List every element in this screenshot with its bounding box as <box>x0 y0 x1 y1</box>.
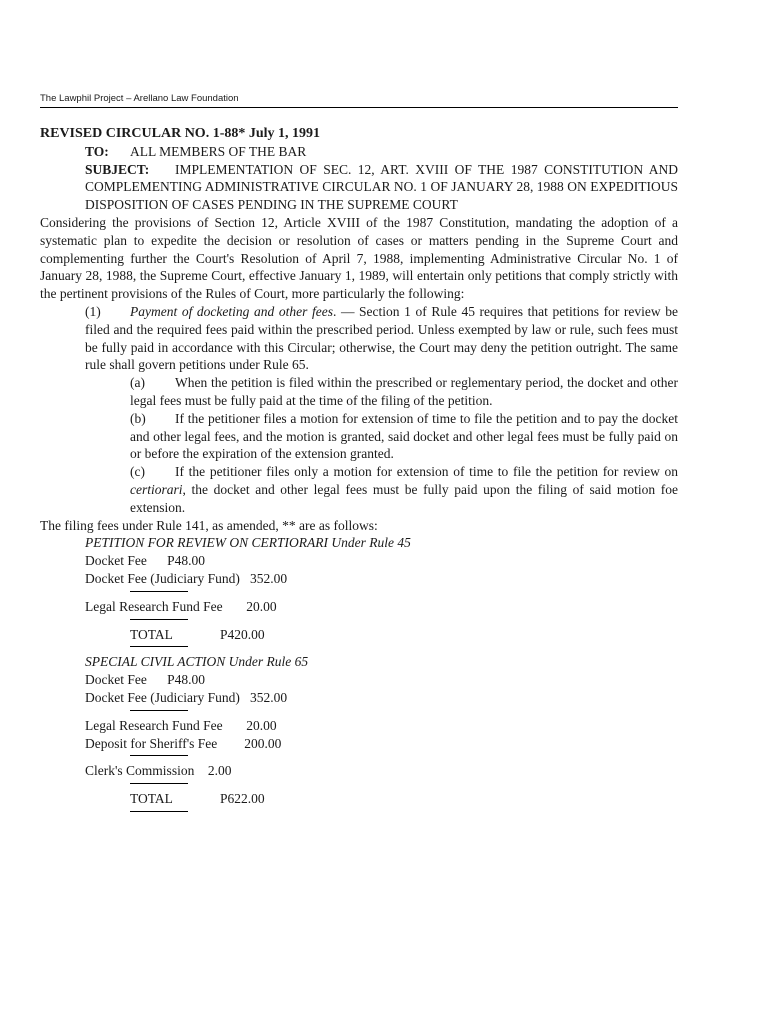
document-body <box>40 125 678 812</box>
sub-item-a-text: When the petition is filed within the prescribed or reglementary period, the docket and other legal fees must be fully paid at the time of the filing of the petition. <box>130 375 678 408</box>
sub-item-c <box>130 463 678 516</box>
item-1-number: (1) <box>85 303 101 319</box>
fees-2-line-3: Legal Research Fund Fee 20.00 <box>85 717 277 733</box>
intro-paragraph: Considering the provisions of Section 12, Article XVIII of the 1987 Constitution, mandating the adoption of a systematic plan to expedite the decision or resolution of cases or matters pending in the Supreme Court and complementing further the Court's Resolution of April 7, 1988, implementing Administrative Circular No. 1 of January 28, 1988, the Supreme Court, effective January 1, 1989, will entertain only petitions that comply strictly with the pertinent provisions of the Rules of Court, more particularly the following: <box>40 214 678 302</box>
item-1-heading: Payment of docketing and other fees <box>130 303 333 319</box>
fees-2-total-value: P622.00 <box>220 791 265 807</box>
sub-item-c-emphasis: certiorari <box>130 481 183 497</box>
sub-item-a-number: (a) <box>130 375 145 391</box>
subject-value: IMPLEMENTATION OF SEC. 12, ART. XVIII OF THE 1987 CONSTITUTION AND COMPLEMENTING ADMINISTRATIVE CIRCULAR NO. 1 OF JANUARY 28, 1988 ON EXPEDITIOUS DISPOSITION OF CASES PENDING IN THE SUPREME COURT <box>85 161 678 213</box>
subject-line <box>85 161 678 214</box>
sub-item-c-text-2: , the docket and other legal fees must be fully paid upon the filing of said motion foe extension. <box>130 481 678 515</box>
filing-fees-intro: The filing fees under Rule 141, as amended, ** are as follows: <box>40 517 378 533</box>
sub-item-a <box>130 374 678 410</box>
fees-1-total-value: P420.00 <box>220 626 265 642</box>
page-header: The Lawphil Project – Arellano Law Foundation <box>40 93 678 108</box>
fees-2-line-1: Docket Fee P48.00 <box>85 672 205 688</box>
fees-2-line-4: Deposit for Sheriff's Fee 200.00 <box>85 735 282 751</box>
subject-label: SUBJECT: <box>85 161 150 177</box>
fees-2-rule-4 <box>130 811 188 812</box>
fees-2-line-5: Clerk's Commission 2.00 <box>85 763 232 779</box>
sub-item-c-text-1: If the petitioner files only a motion for extension of time to file the petition for review on <box>175 464 678 480</box>
sub-item-b-number: (b) <box>130 410 146 426</box>
fees-1-line-1: Docket Fee P48.00 <box>85 553 205 569</box>
sub-item-b <box>130 410 678 463</box>
fees-2-heading: SPECIAL CIVIL ACTION Under Rule 65 <box>85 654 309 670</box>
fees-1-line-3: Legal Research Fund Fee 20.00 <box>85 598 277 614</box>
fees-1-heading: PETITION FOR REVIEW ON CERTIORARI Under Rule 45 <box>85 535 411 551</box>
fees-1-total-label: TOTAL <box>130 626 173 642</box>
to-line <box>85 143 678 161</box>
sub-item-c-number: (c) <box>130 464 145 480</box>
fees-1-line-2: Docket Fee (Judiciary Fund) 352.00 <box>85 570 288 586</box>
item-1 <box>85 303 678 374</box>
to-label: TO: <box>85 143 109 159</box>
to-value: ALL MEMBERS OF THE BAR <box>130 143 307 159</box>
circular-title: REVISED CIRCULAR NO. 1-88* July 1, 1991 <box>40 126 321 141</box>
fees-2-line-2: Docket Fee (Judiciary Fund) 352.00 <box>85 689 288 705</box>
fees-2-total-label: TOTAL <box>130 791 173 807</box>
fees-2-total <box>130 790 678 808</box>
sub-item-b-text: If the petitioner files a motion for extension of time to file the petition and to pay the docket and other legal fees, and the motion is granted, said docket and other legal fees must be fully paid on or before the expiration of the extension granted. <box>130 410 678 462</box>
fees-1-total <box>130 626 678 644</box>
item-1-text: . — Section 1 of Rule 45 requires that petitions for review be filed and the required fees paid within the prescribed period. Unless exempted by law or rule, such fees must be fully paid in accordance with this Circular; otherwise, the Court may deny the petition outright. The same rule shall govern petitions under Rule 65. <box>85 303 678 373</box>
